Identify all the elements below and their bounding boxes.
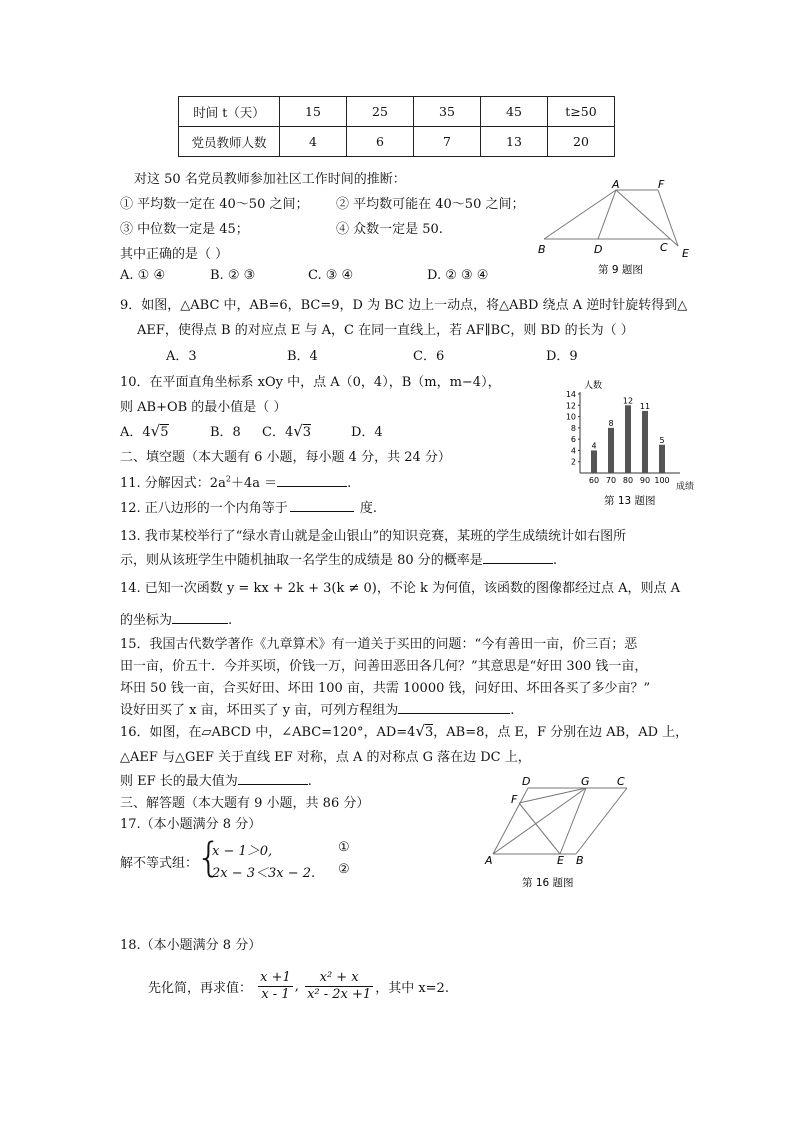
q13-text: 示，则从该班学生中随机抽取一名学生的成绩是 80 分的概率是 (120, 553, 483, 568)
table-cell: 6 (347, 127, 414, 157)
q15-line-4 (120, 699, 514, 718)
q10-option-c[interactable] (262, 421, 311, 440)
q10-option-b[interactable]: B．8 (210, 425, 241, 440)
q10-line-1: 10．在平面直角坐标系 xOy 中，点 A（0，4），B（m，m−4）， (120, 375, 501, 390)
figure-16 (480, 774, 640, 894)
q8-option-a[interactable]: A. ① ④ (120, 268, 166, 283)
q16-line-2: △AEF 与△GEF 关于直线 EF 对称，点 A 的对称点 G 落在边 DC 上， (120, 750, 531, 765)
fig16-label-f: F (511, 793, 518, 806)
q16-line-1 (120, 721, 688, 740)
q14-line-1: 14. 已知一次函数 y = kx + 2k + 3(k ≠ 0)，不论 k 为何值，该函数的图像都经过点 A，则点 A (120, 581, 681, 596)
table-cell: 25 (347, 97, 414, 127)
table-row (179, 127, 615, 157)
q8-statement-2: ② 平均数可能在 40～50 之间； (336, 197, 525, 212)
chart-y-tick-label: 12 (565, 401, 576, 411)
chart-bar (608, 428, 614, 473)
fig16-label-c: C (617, 775, 625, 788)
table-row-label: 党员教师人数 (179, 127, 280, 157)
q12-text: 12. 正八边形的一个内角等于 (120, 501, 288, 516)
q18-title: 18.（本小题满分 8 分） (120, 938, 262, 953)
q11-end: . (347, 476, 352, 491)
fig9-label-a: A (612, 180, 620, 191)
chart-bar-value-label: 11 (639, 401, 651, 411)
table-cell: 4 (280, 127, 347, 157)
chart-x-tick-label: 90 (639, 476, 651, 485)
section-2-heading: 二、填空题（本大题有 6 小题，每小题 4 分，共 24 分） (120, 450, 451, 465)
q14-answer-blank[interactable] (172, 611, 228, 624)
duty-time-table (178, 96, 615, 157)
chart-bar (625, 405, 631, 473)
q11-text: 11. 分解因式：2a (120, 476, 226, 491)
q18-expression (148, 970, 449, 1003)
q9-line-1: 9．如图，△ABC 中，AB=6，BC=9，D 为 BC 边上一动点，将△ABD 绕点 A 逆时针旋转得到△ (120, 298, 688, 313)
q13-line-1: 13. 我市某校举行了“绿水青山就是金山银山”的知识竞赛，某班的学生成绩统计如右图所 (120, 529, 627, 544)
q10-option-a-text: A．4 (120, 425, 151, 440)
chart-bar (591, 450, 597, 473)
chart-x-label: 成绩 (676, 482, 695, 492)
q10-option-d[interactable]: D．4 (351, 425, 383, 440)
fig9-label-b: B (538, 243, 546, 256)
q8-option-d[interactable]: D. ② ③ ④ (427, 268, 489, 283)
q17-title: 17.（本小题满分 8 分） (120, 817, 262, 832)
chart-y-tick-label: 2 (570, 457, 576, 467)
sqrt-symbol: √ (293, 422, 303, 440)
chart-y-label: 人数 (584, 381, 603, 391)
q15-text: 设好田买了 x 亩，坏田买了 y 亩，可列方程组为 (120, 703, 399, 718)
q17-inequality-2: 2x − 3＜3x − 2. (212, 866, 316, 881)
q11-text-2: ＋4a ＝ (230, 476, 278, 491)
chart-x-tick-label: 70 (605, 476, 617, 485)
q14-line-2 (120, 609, 232, 628)
q8-option-b[interactable]: B. ② ③ (210, 268, 256, 283)
chart-x-tick-label: 100 (654, 476, 670, 485)
fig9-label-d: D (594, 243, 603, 256)
chart-x-tick-label: 60 (588, 476, 600, 485)
fig9-label-f: F (658, 180, 665, 191)
fraction-denominator: x - 1 (261, 987, 290, 1002)
chart-x-tick-label: 80 (622, 476, 634, 485)
q18-fraction-1 (258, 970, 293, 1003)
q9-option-d[interactable]: D．9 (546, 349, 578, 364)
chart-bar-value-label: 4 (591, 441, 597, 451)
divide-sign: , (294, 979, 299, 994)
fig16-caption: 第 16 题图 (522, 877, 574, 889)
q13-end: . (552, 553, 557, 568)
q8-option-c[interactable]: C. ③ ④ (308, 268, 354, 283)
q12-text-2: 度. (359, 501, 377, 516)
q17-mark-2: ② (338, 862, 350, 877)
q16-end: . (307, 774, 312, 789)
table-cell: 7 (414, 127, 481, 157)
chart-bar (642, 411, 648, 473)
chart-bar-value-label: 12 (622, 396, 634, 406)
chart-title: 第 13 题图 (604, 495, 656, 506)
q8-statement-4: ④ 众数一定是 50. (336, 222, 443, 237)
q16-text-2: ，AB=8，点 E，F 分别在边 AB，AD 上， (433, 725, 689, 740)
chart-y-tick-label: 10 (565, 412, 576, 422)
chart-bar-value-label: 5 (659, 435, 665, 445)
q15-end: . (510, 703, 515, 718)
q12-answer-blank[interactable] (290, 499, 354, 512)
sqrt-symbol: √ (150, 422, 161, 440)
chart-y-tick-label: 4 (570, 446, 576, 456)
q9-option-c[interactable]: C．6 (413, 349, 445, 364)
q12 (120, 497, 377, 516)
q15-answer-blank[interactable] (398, 701, 510, 714)
chart-bar (659, 445, 665, 473)
q11-exponent: 2 (225, 474, 231, 484)
fraction-denominator: x² - 2x +1 (307, 987, 372, 1002)
table-cell: t≥50 (548, 97, 615, 127)
fig16-label-a: A (485, 854, 493, 867)
chart-y-tick-label: 14 (565, 390, 576, 399)
fig9-label-c: C (660, 241, 668, 254)
q17-prompt: 解不等式组： (120, 856, 199, 871)
q11 (120, 472, 351, 491)
chart-y-tick-label: 8 (570, 423, 576, 433)
table-cell: 13 (481, 127, 548, 157)
q18-tail: ，其中 x=2. (375, 981, 449, 996)
q11-answer-blank[interactable] (277, 474, 347, 487)
q15-line-3: 坏田 50 钱一亩，合买好田、坏田 100 亩，共需 10000 钱，问好田、坏田各买了多少亩？” (120, 681, 651, 696)
q10-option-c-text: C．4 (262, 425, 294, 440)
q16-answer-blank[interactable] (238, 772, 308, 785)
figure-13-bar-chart (560, 376, 710, 506)
table-row-label: 时间 t（天） (179, 97, 280, 127)
radicand: 3 (425, 725, 434, 740)
fig16-label-e: E (557, 854, 564, 867)
q16-line-3 (120, 770, 312, 789)
fraction-numerator: x² + x (305, 970, 373, 987)
q14-text: 的坐标为 (120, 613, 173, 628)
system-brace: { (196, 835, 222, 881)
sqrt-symbol: √ (415, 722, 425, 740)
table-cell: 45 (481, 97, 548, 127)
q8-ask: 其中正确的是（ ） (120, 247, 229, 262)
fraction-numerator: x +1 (260, 970, 291, 985)
q9-line-2: AEF，使得点 B 的对应点 E 与 A，C 在同一直线上，若 AF∥BC，则 BD 的长为（ ） (137, 323, 634, 338)
q9-option-a[interactable]: A．3 (166, 349, 197, 364)
q8-intro: 对这 50 名党员教师参加社区工作时间的推断： (134, 172, 406, 187)
q15-line-1: 15．我国古代数学著作《九章算术》有一道关于买田的问题：“今有善田一亩，价三百；恶 (120, 637, 638, 652)
q8-statement-1: ① 平均数一定在 40～50 之间； (120, 197, 309, 212)
table-cell: 35 (414, 97, 481, 127)
section-3-heading: 三、解答题（本大题有 9 小题，共 86 分） (120, 796, 370, 811)
q9-option-b[interactable]: B．4 (287, 349, 318, 364)
table-cell: 20 (548, 127, 615, 157)
radicand: 5 (160, 425, 169, 440)
table-cell: 15 (280, 97, 347, 127)
q16-text: 则 EF 长的最大值为 (120, 774, 238, 789)
q13-answer-blank[interactable] (483, 551, 553, 564)
q18-prompt: 先化简，再求值： (148, 981, 253, 996)
chart-bar-value-label: 8 (608, 418, 614, 428)
fig9-label-e: E (682, 247, 689, 260)
figure-9 (530, 180, 700, 280)
fig16-label-d: D (522, 775, 531, 788)
q18-fraction-2 (305, 970, 373, 1003)
q8-statement-3: ③ 中位数一定是 45； (120, 222, 249, 237)
q13-line-2 (120, 549, 557, 568)
fig16-label-b: B (576, 854, 584, 867)
q15-line-2: 田一亩，价五十．今并买顷，价钱一万，问善田恶田各几何？”其意思是“好田 300 钱一亩， (120, 659, 648, 674)
chart-y-tick-label: 6 (570, 435, 576, 445)
q10-line-2: 则 AB+OB 的最小值是（ ） (120, 400, 287, 415)
q16-text: 16．如图，在▱ABCD 中，∠ABC=120°，AD=4 (120, 725, 416, 740)
table-row (179, 97, 615, 127)
q17-inequality-1: x − 1＞0, (212, 844, 273, 859)
q10-option-a[interactable] (120, 421, 169, 440)
q17-mark-1: ① (338, 840, 350, 855)
fig9-caption: 第 9 题图 (598, 264, 643, 276)
fig16-label-g: G (581, 775, 590, 788)
radicand: 3 (302, 425, 312, 440)
q14-end: . (228, 613, 233, 628)
